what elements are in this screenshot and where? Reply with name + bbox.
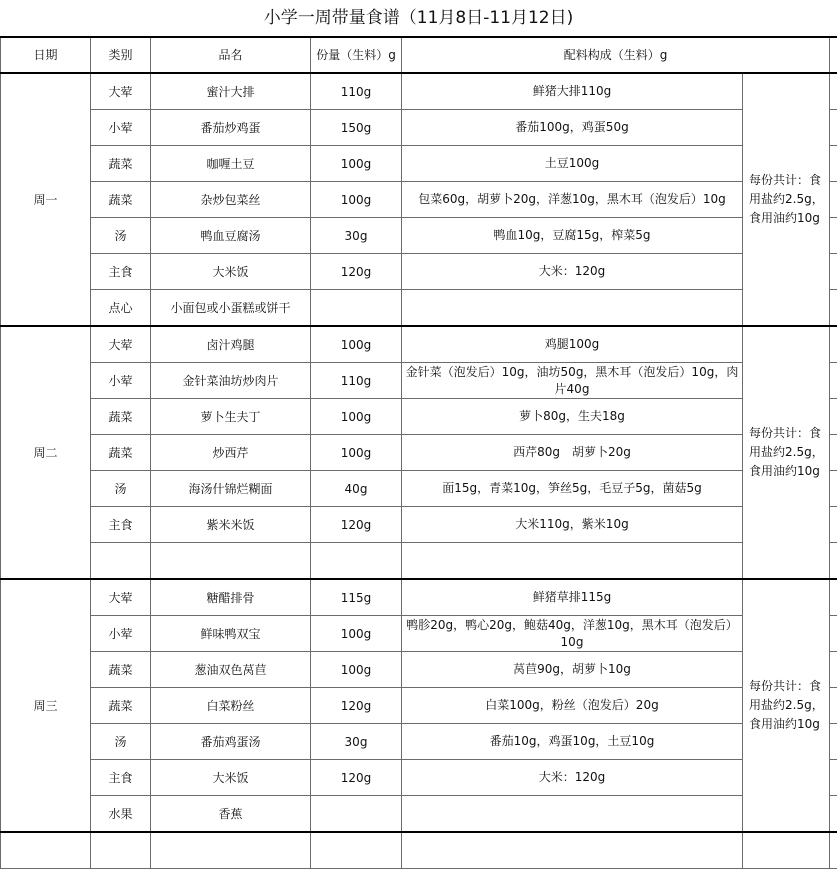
extra-cell bbox=[830, 543, 837, 580]
menu-table bbox=[0, 36, 837, 869]
portion-cell: 100g bbox=[311, 616, 402, 652]
table-row bbox=[1, 616, 837, 652]
dish-cell bbox=[151, 543, 311, 580]
table-row bbox=[1, 507, 837, 543]
portion-cell: 100g bbox=[311, 326, 402, 363]
daily-note: 每份共计：食用盐约2.5g，食用油约10g bbox=[743, 579, 830, 832]
dish-cell: 大米饭 bbox=[151, 760, 311, 796]
extra-cell bbox=[830, 616, 837, 652]
portion-cell: 30g bbox=[311, 218, 402, 254]
daily-note: 每份共计：食用盐约2.5g，食用油约10g bbox=[743, 73, 830, 326]
dish-cell: 咖喱土豆 bbox=[151, 146, 311, 182]
header-category: 类别 bbox=[91, 37, 151, 73]
empty-cell bbox=[402, 832, 743, 869]
ingredients-cell: 萝卜80g，生夫18g bbox=[402, 399, 743, 435]
empty-cell bbox=[743, 832, 830, 869]
portion-cell bbox=[311, 543, 402, 580]
dish-cell: 炒西芹 bbox=[151, 435, 311, 471]
header-date: 日期 bbox=[1, 37, 91, 73]
extra-cell bbox=[830, 146, 837, 182]
portion-cell: 120g bbox=[311, 254, 402, 290]
table-row bbox=[1, 652, 837, 688]
extra-cell bbox=[830, 254, 837, 290]
category-cell: 点心 bbox=[91, 290, 151, 327]
dish-cell: 大米饭 bbox=[151, 254, 311, 290]
category-cell: 蔬菜 bbox=[91, 399, 151, 435]
dish-cell: 葱油双色莴苣 bbox=[151, 652, 311, 688]
extra-cell bbox=[830, 471, 837, 507]
dish-cell: 白菜粉丝 bbox=[151, 688, 311, 724]
portion-cell: 115g bbox=[311, 579, 402, 616]
category-cell: 大荤 bbox=[91, 326, 151, 363]
dish-cell: 糖醋排骨 bbox=[151, 579, 311, 616]
ingredients-cell: 鲜猪草排115g bbox=[402, 579, 743, 616]
ingredients-cell bbox=[402, 290, 743, 327]
extra-cell bbox=[830, 688, 837, 724]
portion-cell: 100g bbox=[311, 146, 402, 182]
extra-cell bbox=[830, 724, 837, 760]
table-row bbox=[1, 110, 837, 146]
extra-cell bbox=[830, 182, 837, 218]
empty-cell bbox=[311, 832, 402, 869]
dish-cell: 番茄炒鸡蛋 bbox=[151, 110, 311, 146]
extra-cell bbox=[830, 507, 837, 543]
portion-cell: 120g bbox=[311, 507, 402, 543]
table-row bbox=[1, 760, 837, 796]
category-cell: 小荤 bbox=[91, 110, 151, 146]
extra-cell bbox=[830, 760, 837, 796]
portion-cell: 150g bbox=[311, 110, 402, 146]
category-cell: 水果 bbox=[91, 796, 151, 833]
ingredients-cell: 土豆100g bbox=[402, 146, 743, 182]
category-cell: 主食 bbox=[91, 254, 151, 290]
ingredients-cell: 白菜100g，粉丝（泡发后）20g bbox=[402, 688, 743, 724]
portion-cell: 120g bbox=[311, 688, 402, 724]
table-row bbox=[1, 471, 837, 507]
ingredients-cell: 西芹80g 胡萝卜20g bbox=[402, 435, 743, 471]
dish-cell: 紫米米饭 bbox=[151, 507, 311, 543]
table-row bbox=[1, 399, 837, 435]
portion-cell: 110g bbox=[311, 363, 402, 399]
category-cell: 蔬菜 bbox=[91, 652, 151, 688]
header-dish: 品名 bbox=[151, 37, 311, 73]
portion-cell: 30g bbox=[311, 724, 402, 760]
table-row bbox=[1, 435, 837, 471]
header-extra-cell bbox=[830, 37, 837, 73]
ingredients-cell: 鲜猪大排110g bbox=[402, 73, 743, 110]
ingredients-cell bbox=[402, 796, 743, 833]
dish-cell: 香蕉 bbox=[151, 796, 311, 833]
category-cell bbox=[91, 543, 151, 580]
portion-cell: 100g bbox=[311, 652, 402, 688]
extra-cell bbox=[830, 796, 837, 833]
ingredients-cell: 番茄100g，鸡蛋50g bbox=[402, 110, 743, 146]
extra-cell bbox=[830, 435, 837, 471]
table-row bbox=[1, 796, 837, 833]
dish-cell: 番茄鸡蛋汤 bbox=[151, 724, 311, 760]
dish-cell: 萝卜生夫丁 bbox=[151, 399, 311, 435]
ingredients-cell: 番茄10g，鸡蛋10g，土豆10g bbox=[402, 724, 743, 760]
extra-cell bbox=[830, 73, 837, 110]
extra-cell bbox=[830, 326, 837, 363]
ingredients-cell: 莴苣90g，胡萝卜10g bbox=[402, 652, 743, 688]
category-cell: 汤 bbox=[91, 724, 151, 760]
header-row bbox=[1, 37, 837, 73]
ingredients-cell: 金针菜（泡发后）10g，油坊50g，黑木耳（泡发后）10g，肉片40g bbox=[402, 363, 743, 399]
extra-cell bbox=[830, 363, 837, 399]
category-cell: 蔬菜 bbox=[91, 688, 151, 724]
ingredients-cell: 鸡腿100g bbox=[402, 326, 743, 363]
dish-cell: 小面包或小蛋糕或饼干 bbox=[151, 290, 311, 327]
category-cell: 大荤 bbox=[91, 579, 151, 616]
category-cell: 大荤 bbox=[91, 73, 151, 110]
portion-cell: 120g bbox=[311, 760, 402, 796]
extra-cell bbox=[830, 579, 837, 616]
extra-cell bbox=[830, 652, 837, 688]
table-row bbox=[1, 832, 837, 869]
table-row bbox=[1, 146, 837, 182]
category-cell: 小荤 bbox=[91, 363, 151, 399]
empty-cell bbox=[151, 832, 311, 869]
table-row bbox=[1, 363, 837, 399]
empty-cell bbox=[830, 832, 837, 869]
portion-cell: 110g bbox=[311, 73, 402, 110]
empty-cell bbox=[91, 832, 151, 869]
extra-cell bbox=[830, 399, 837, 435]
table-row bbox=[1, 579, 837, 616]
header-ingredients: 配料构成（生料）g bbox=[402, 37, 830, 73]
ingredients-cell: 鸭胗20g，鸭心20g，鲍菇40g，洋葱10g，黑木耳（泡发后）10g bbox=[402, 616, 743, 652]
ingredients-cell: 大米：120g bbox=[402, 760, 743, 796]
empty-cell bbox=[1, 832, 91, 869]
ingredients-cell: 大米110g，紫米10g bbox=[402, 507, 743, 543]
table-row bbox=[1, 182, 837, 218]
table-row bbox=[1, 688, 837, 724]
table-row bbox=[1, 326, 837, 363]
category-cell: 主食 bbox=[91, 507, 151, 543]
category-cell: 蔬菜 bbox=[91, 182, 151, 218]
category-cell: 蔬菜 bbox=[91, 435, 151, 471]
day-label: 周三 bbox=[1, 579, 91, 832]
category-cell: 小荤 bbox=[91, 616, 151, 652]
category-cell: 汤 bbox=[91, 471, 151, 507]
portion-cell: 100g bbox=[311, 435, 402, 471]
ingredients-cell: 包菜60g，胡萝卜20g，洋葱10g，黑木耳（泡发后）10g bbox=[402, 182, 743, 218]
header-portion: 份量（生料）g bbox=[311, 37, 402, 73]
portion-cell bbox=[311, 290, 402, 327]
extra-cell bbox=[830, 290, 837, 327]
table-row bbox=[1, 543, 837, 580]
ingredients-cell: 大米：120g bbox=[402, 254, 743, 290]
extra-cell bbox=[830, 110, 837, 146]
daily-note: 每份共计：食用盐约2.5g，食用油约10g bbox=[743, 326, 830, 579]
portion-cell: 40g bbox=[311, 471, 402, 507]
dish-cell: 鲜味鸭双宝 bbox=[151, 616, 311, 652]
table-row bbox=[1, 724, 837, 760]
table-row bbox=[1, 254, 837, 290]
table-row bbox=[1, 290, 837, 327]
dish-cell: 卤汁鸡腿 bbox=[151, 326, 311, 363]
day-label: 周一 bbox=[1, 73, 91, 326]
day-label: 周二 bbox=[1, 326, 91, 579]
portion-cell: 100g bbox=[311, 399, 402, 435]
table-row bbox=[1, 218, 837, 254]
dish-cell: 杂炒包菜丝 bbox=[151, 182, 311, 218]
extra-cell bbox=[830, 218, 837, 254]
table-row bbox=[1, 73, 837, 110]
category-cell: 主食 bbox=[91, 760, 151, 796]
portion-cell bbox=[311, 796, 402, 833]
category-cell: 蔬菜 bbox=[91, 146, 151, 182]
dish-cell: 金针菜油坊炒肉片 bbox=[151, 363, 311, 399]
category-cell: 汤 bbox=[91, 218, 151, 254]
ingredients-cell: 鸭血10g，豆腐15g，榨菜5g bbox=[402, 218, 743, 254]
dish-cell: 蜜汁大排 bbox=[151, 73, 311, 110]
ingredients-cell: 面15g，青菜10g，笋丝5g，毛豆子5g，菌菇5g bbox=[402, 471, 743, 507]
portion-cell: 100g bbox=[311, 182, 402, 218]
dish-cell: 鸭血豆腐汤 bbox=[151, 218, 311, 254]
page-title: 小学一周带量食谱（11月8日-11月12日) bbox=[0, 0, 837, 36]
ingredients-cell bbox=[402, 543, 743, 580]
dish-cell: 海汤什锦烂糊面 bbox=[151, 471, 311, 507]
